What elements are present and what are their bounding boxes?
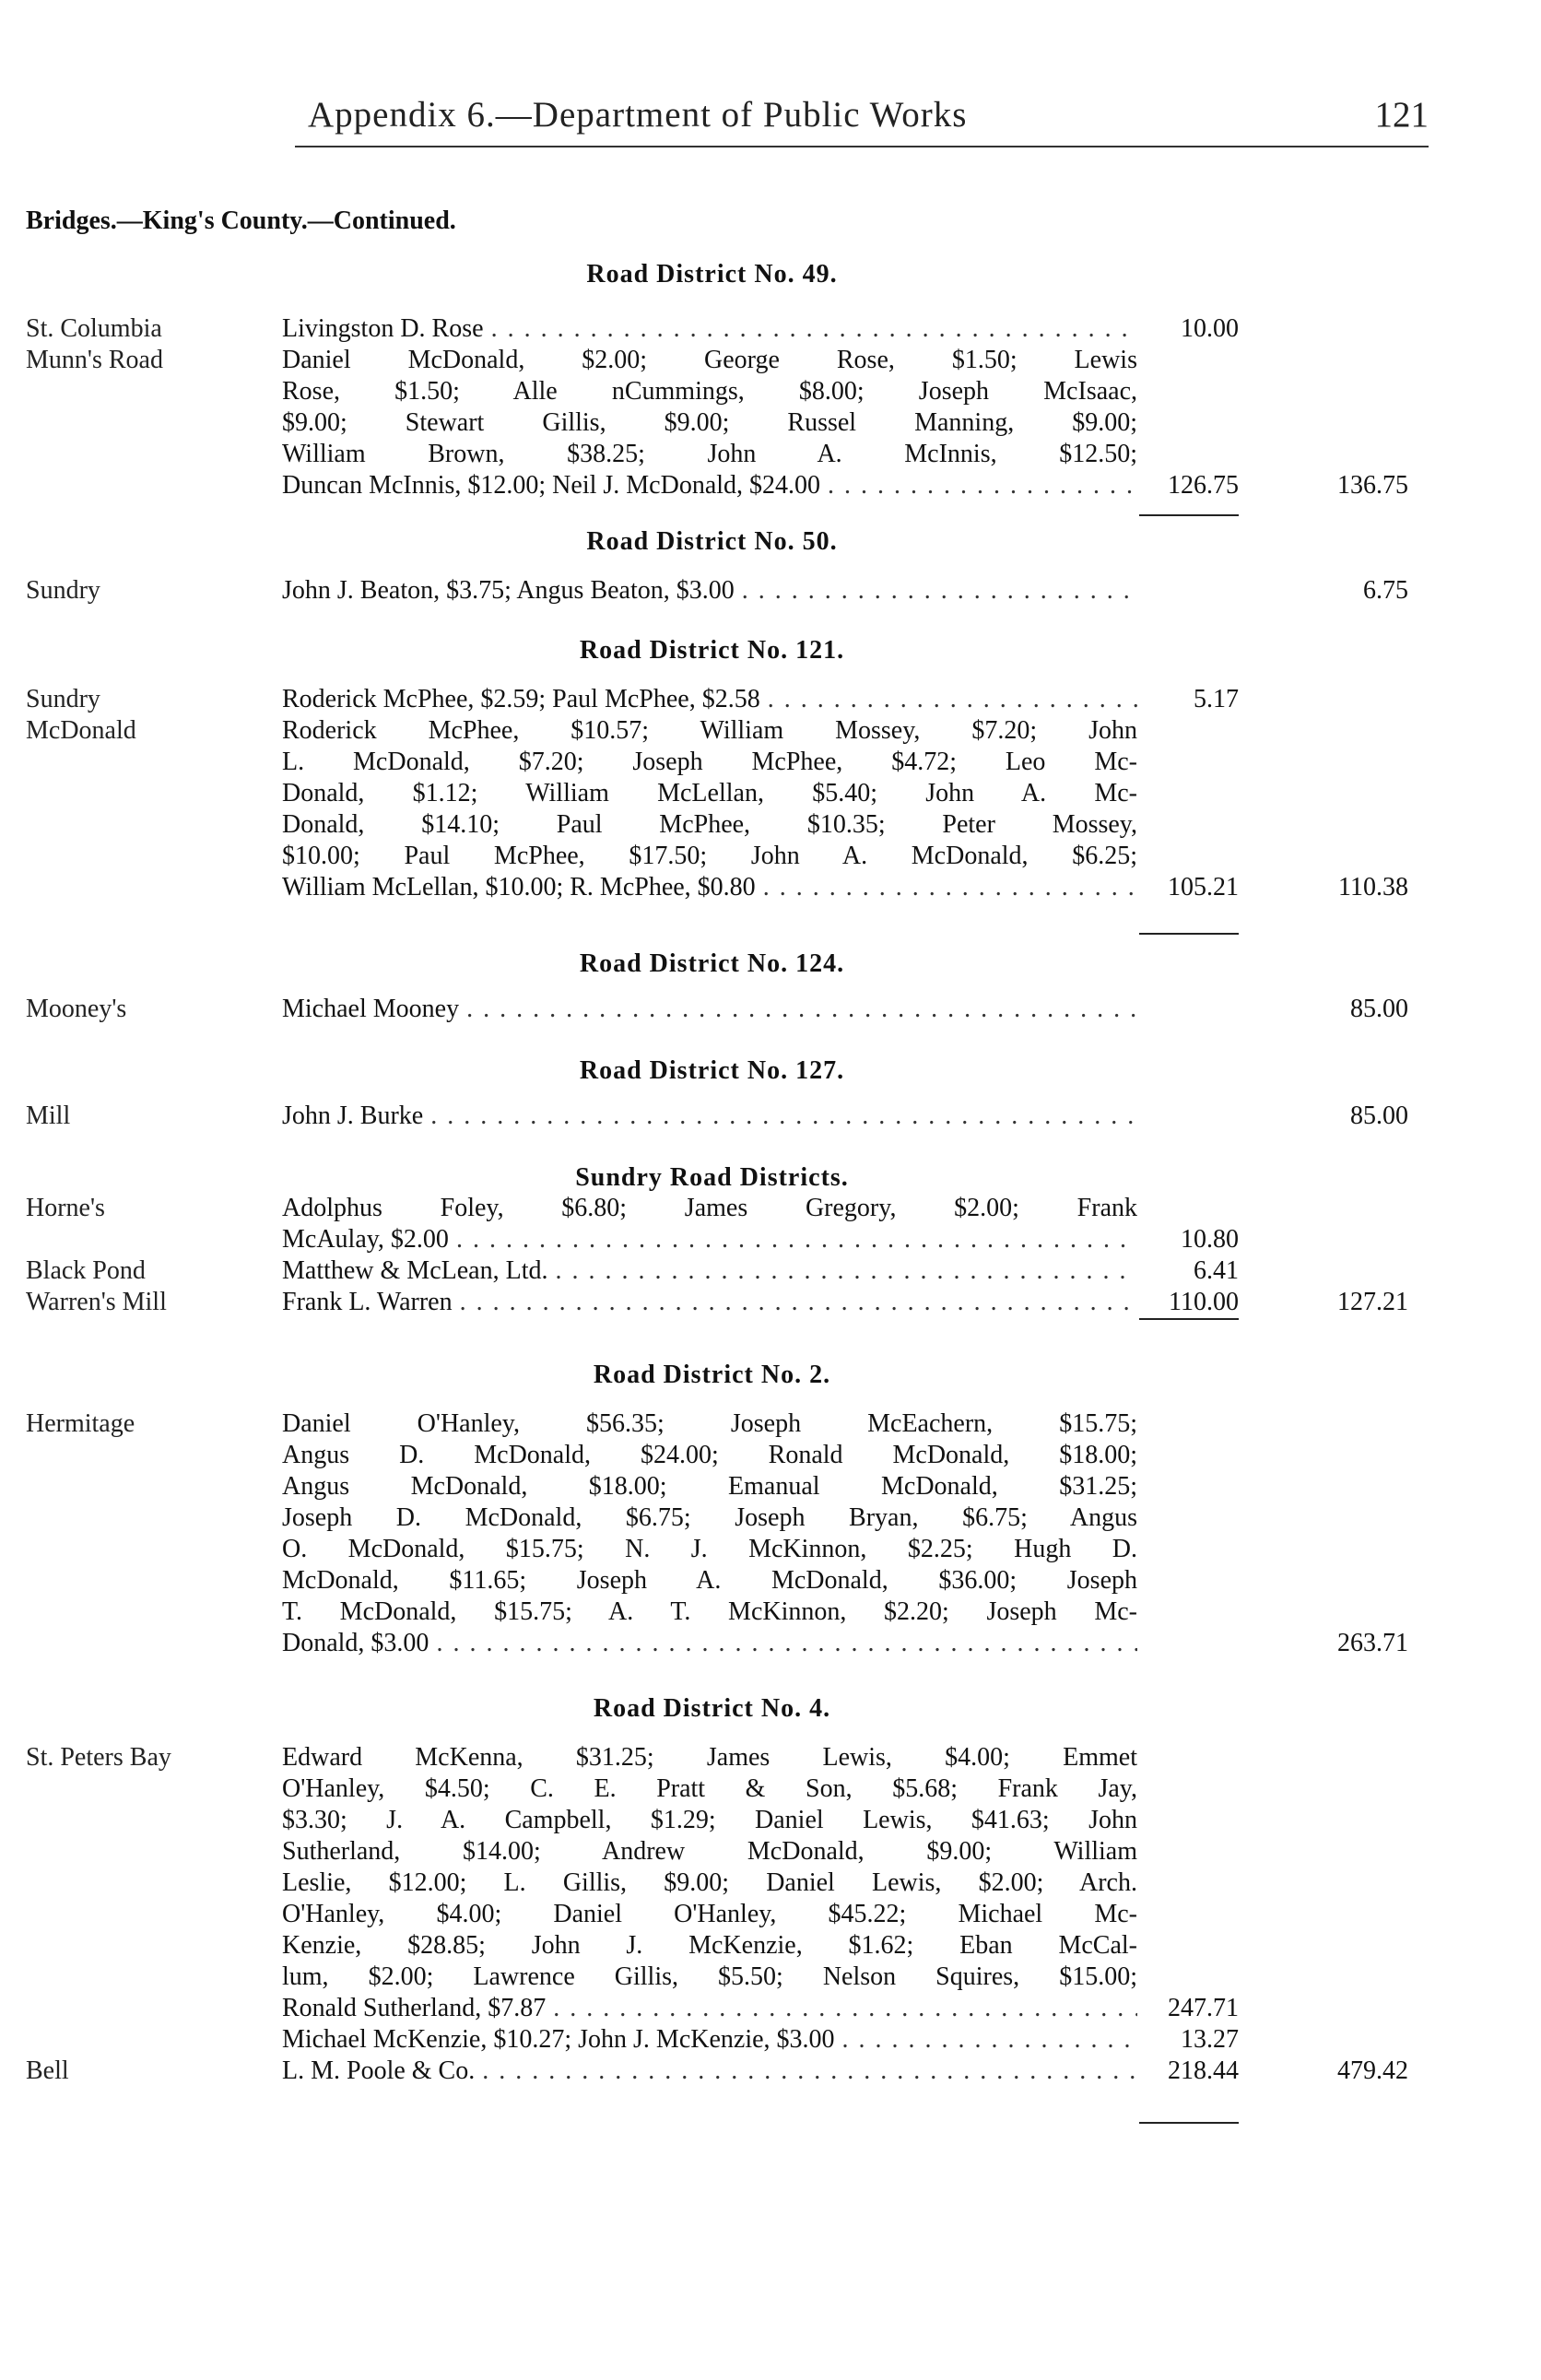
location-name	[26, 872, 265, 903]
item-amount: 110.00	[1169, 1288, 1239, 1316]
entry-line	[282, 1534, 1137, 1565]
total-column	[1290, 575, 1408, 607]
district-total	[1290, 1867, 1408, 1899]
entry-text: Matthew & McLean, Ltd.	[282, 1256, 548, 1285]
subtotal-rule	[1139, 1318, 1239, 1320]
entry-text: Daniel McDonald, $2.00; George Rose, $1.50; Lewis	[282, 346, 1137, 374]
entry-text: Ronald Sutherland, $7.87	[282, 1994, 547, 2022]
district-heading: Road District No. 127.	[579, 1056, 845, 1085]
location-column	[26, 1408, 265, 1659]
entry-text: $9.00; Stewart Gillis, $9.00; Russel Manning, $9.00;	[282, 408, 1137, 437]
entry-text: O. McDonald, $15.75; N. J. McKinnon, $2.25; Hugh D.	[282, 1535, 1137, 1563]
district-total: 85.00	[1350, 1102, 1408, 1130]
entry-text: Rose, $1.50; Alle nCummings, $8.00; Joseph McIsaac,	[282, 377, 1137, 406]
location-name	[26, 809, 265, 841]
district-total	[1290, 439, 1408, 470]
entry-line	[282, 747, 1137, 778]
item-amount	[1137, 407, 1239, 439]
dot-leader	[449, 1224, 1137, 1255]
district-total	[1290, 715, 1408, 747]
entry-text: Leslie, $12.00; L. Gillis, $9.00; Daniel Lewis, $2.00; Arch.	[282, 1868, 1137, 1897]
district-total	[1290, 1993, 1408, 2024]
total-column	[1290, 684, 1408, 903]
location-name: Bell	[26, 2056, 69, 2085]
district-total	[1290, 313, 1408, 345]
district-total: 136.75	[1337, 471, 1408, 500]
entry-text: John J. Beaton, $3.75; Angus Beaton, $3.00	[282, 576, 735, 605]
location-name	[26, 1993, 265, 2024]
district-total: 85.00	[1350, 995, 1408, 1023]
district-total	[1290, 345, 1408, 376]
location-name	[26, 1628, 265, 1659]
entry-text: William McLellan, $10.00; R. McPhee, $0.80	[282, 873, 756, 901]
item-amount: 5.17	[1194, 685, 1239, 713]
district-total	[1290, 747, 1408, 778]
location-name	[26, 1534, 265, 1565]
section-heading: Bridges.—King's County.—Continued.	[26, 206, 456, 235]
location-name	[26, 1440, 265, 1471]
location-name	[26, 1565, 265, 1596]
district-total	[1290, 1408, 1408, 1440]
district-total	[1290, 1773, 1408, 1805]
item-amount	[1137, 1440, 1239, 1471]
entry-line	[282, 1628, 1137, 1659]
entry-text: Angus D. McDonald, $24.00; Ronald McDonald, $18.00;	[282, 1441, 1137, 1469]
district-total	[1290, 376, 1408, 407]
item-amount	[1137, 747, 1239, 778]
district-total	[1290, 1930, 1408, 1962]
entry-line	[282, 1255, 1137, 1287]
item-amount	[1137, 1867, 1239, 1899]
location-name: Horne's	[26, 1194, 105, 1222]
amount-column	[1137, 1193, 1239, 1318]
location-name: Warren's Mill	[26, 1288, 167, 1316]
running-title: Appendix 6.—Department of Public Works	[308, 95, 968, 135]
item-amount	[1137, 1773, 1239, 1805]
item-amount	[1137, 994, 1239, 1025]
location-name	[26, 1773, 265, 1805]
entry-text: McAulay, $2.00	[282, 1225, 449, 1254]
location-column	[26, 575, 265, 607]
entry-text: T. McDonald, $15.75; A. T. McKinnon, $2.20; Joseph Mc-	[282, 1597, 1137, 1626]
entry-lines	[282, 1408, 1137, 1659]
entry-text: Roderick McPhee, $2.59; Paul McPhee, $2.58	[282, 685, 760, 713]
entry-line	[282, 1224, 1137, 1255]
location-column	[26, 684, 265, 903]
location-name	[26, 1224, 265, 1255]
district-total	[1290, 1596, 1408, 1628]
district-total	[1290, 1440, 1408, 1471]
item-amount	[1137, 1502, 1239, 1534]
item-amount	[1137, 1899, 1239, 1930]
entry-line	[282, 994, 1137, 1025]
entry-line	[282, 1408, 1137, 1440]
district-total	[1290, 1255, 1408, 1287]
entry-text: Adolphus Foley, $6.80; James Gregory, $2.00; Frank	[282, 1194, 1137, 1222]
entry-line	[282, 1596, 1137, 1628]
district-total	[1290, 1565, 1408, 1596]
item-amount	[1137, 1471, 1239, 1502]
dot-leader	[735, 575, 1137, 607]
entry-line	[282, 1565, 1137, 1596]
item-amount	[1137, 1534, 1239, 1565]
district-heading: Road District No. 4.	[593, 1694, 831, 1723]
district-total	[1290, 1224, 1408, 1255]
entry-line	[282, 872, 1137, 903]
dot-leader	[475, 2056, 1137, 2087]
entry-text: William Brown, $38.25; John A. McInnis, $12.50;	[282, 440, 1137, 468]
location-column	[26, 313, 265, 501]
item-amount	[1137, 345, 1239, 376]
district-total	[1290, 778, 1408, 809]
amount-column	[1137, 313, 1239, 501]
item-amount	[1137, 1628, 1239, 1659]
item-amount: 126.75	[1168, 471, 1239, 500]
district-heading: Road District No. 49.	[586, 260, 838, 289]
entry-line	[282, 407, 1137, 439]
district-total: 263.71	[1337, 1629, 1408, 1657]
entry-line	[282, 313, 1137, 345]
district-total: 110.38	[1338, 873, 1408, 901]
dot-leader	[547, 1255, 1137, 1287]
location-name: St. Peters Bay	[26, 1743, 171, 1772]
district-total: 127.21	[1337, 1288, 1408, 1316]
entry-text: Frank L. Warren	[282, 1288, 453, 1316]
location-column	[26, 1742, 265, 2087]
entry-text: Donald, $3.00	[282, 1629, 429, 1657]
entry-text: O'Hanley, $4.50; C. E. Pratt & Son, $5.68; Frank Jay,	[282, 1774, 1137, 1803]
district-total	[1290, 684, 1408, 715]
dot-leader	[453, 1287, 1137, 1318]
entry-line	[282, 2056, 1137, 2087]
location-name: Mooney's	[26, 995, 127, 1023]
district-total	[1290, 1534, 1408, 1565]
subtotal-rule	[1139, 514, 1239, 516]
entry-text: Michael Mooney	[282, 995, 460, 1023]
district-total	[1290, 2024, 1408, 2056]
dot-leader	[546, 1993, 1137, 2024]
district-total	[1290, 407, 1408, 439]
dot-leader	[756, 872, 1137, 903]
district-total: 479.42	[1337, 2056, 1408, 2085]
location-name	[26, 1805, 265, 1836]
entry-line	[282, 470, 1137, 501]
entry-line	[282, 715, 1137, 747]
location-name	[26, 1502, 265, 1534]
location-name	[26, 1836, 265, 1867]
district-heading: Sundry Road Districts.	[575, 1163, 849, 1192]
location-column	[26, 994, 265, 1025]
district-heading: Road District No. 121.	[579, 636, 845, 665]
entry-text: Sutherland, $14.00; Andrew McDonald, $9.00; William	[282, 1837, 1137, 1866]
dot-leader	[429, 1628, 1137, 1659]
entry-line	[282, 1502, 1137, 1534]
entry-text: Kenzie, $28.85; John J. McKenzie, $1.62; Eban McCal-	[282, 1931, 1137, 1960]
item-amount: 247.71	[1168, 1994, 1239, 2022]
entry-line	[282, 778, 1137, 809]
entry-line	[282, 684, 1137, 715]
entry-line	[282, 1773, 1137, 1805]
location-name	[26, 778, 265, 809]
location-name: Hermitage	[26, 1409, 135, 1438]
entry-line	[282, 1993, 1137, 2024]
entry-text: Edward McKenna, $31.25; James Lewis, $4.00; Emmet	[282, 1743, 1137, 1772]
item-amount: 218.44	[1168, 2056, 1239, 2085]
subtotal-rule	[1139, 933, 1239, 935]
item-amount	[1137, 575, 1239, 607]
item-amount	[1137, 1193, 1239, 1224]
location-name: Black Pond	[26, 1256, 146, 1285]
entry-line	[282, 1930, 1137, 1962]
item-amount	[1137, 376, 1239, 407]
location-name	[26, 376, 265, 407]
item-amount	[1137, 1930, 1239, 1962]
dot-leader	[835, 2024, 1137, 2056]
entry-text: Livingston D. Rose	[282, 314, 484, 343]
item-amount	[1137, 1408, 1239, 1440]
item-amount	[1137, 778, 1239, 809]
entry-line	[282, 1867, 1137, 1899]
entry-text: O'Hanley, $4.00; Daniel O'Hanley, $45.22; Michael Mc-	[282, 1900, 1137, 1928]
location-name: Sundry	[26, 685, 100, 713]
page-number: 121	[1374, 95, 1429, 135]
entry-line	[282, 1962, 1137, 1993]
entry-line	[282, 1440, 1137, 1471]
item-amount	[1137, 809, 1239, 841]
location-name	[26, 1867, 265, 1899]
entry-line	[282, 439, 1137, 470]
district-total	[1290, 809, 1408, 841]
location-name	[26, 407, 265, 439]
entry-text: Joseph D. McDonald, $6.75; Joseph Bryan, $6.75; Angus	[282, 1503, 1137, 1532]
entry-line	[282, 1471, 1137, 1502]
location-name	[26, 1930, 265, 1962]
district-total	[1290, 841, 1408, 872]
district-heading: Road District No. 50.	[586, 527, 838, 556]
amount-column	[1137, 994, 1239, 1025]
district-total	[1290, 1193, 1408, 1224]
item-amount	[1137, 1565, 1239, 1596]
district-total	[1290, 1471, 1408, 1502]
entry-text: lum, $2.00; Lawrence Gillis, $5.50; Nelson Squires, $15.00;	[282, 1962, 1137, 1991]
item-amount	[1137, 1596, 1239, 1628]
dot-leader	[760, 684, 1137, 715]
dot-leader	[484, 313, 1137, 345]
entry-text: Roderick McPhee, $10.57; William Mossey, $7.20; John	[282, 716, 1137, 745]
entry-text: L. M. Poole & Co.	[282, 2056, 476, 2085]
amount-column	[1137, 1742, 1239, 2087]
total-column	[1290, 1193, 1408, 1318]
entry-text: Daniel O'Hanley, $56.35; Joseph McEachern, $15.75;	[282, 1409, 1137, 1438]
entry-text: Duncan McInnis, $12.00; Neil J. McDonald, $24.00	[282, 471, 821, 500]
district-total: 6.75	[1363, 576, 1408, 605]
entry-line	[282, 1805, 1137, 1836]
district-total	[1290, 1899, 1408, 1930]
total-column	[1290, 1742, 1408, 2087]
item-amount	[1137, 439, 1239, 470]
amount-column	[1137, 684, 1239, 903]
entry-text: Michael McKenzie, $10.27; John J. McKenzie, $3.00	[282, 2025, 835, 2054]
entry-line	[282, 1193, 1137, 1224]
entry-lines	[282, 1101, 1137, 1132]
entry-line	[282, 575, 1137, 607]
location-name	[26, 1471, 265, 1502]
entry-line	[282, 1836, 1137, 1867]
location-name	[26, 2024, 265, 2056]
item-amount	[1137, 841, 1239, 872]
location-column	[26, 1193, 265, 1318]
total-column	[1290, 994, 1408, 1025]
entry-text: Donald, $1.12; William McLellan, $5.40; John A. Mc-	[282, 779, 1137, 807]
item-amount: 13.27	[1181, 2025, 1239, 2054]
location-name: McDonald	[26, 716, 136, 745]
item-amount: 105.21	[1168, 873, 1239, 901]
entry-line	[282, 1742, 1137, 1773]
total-column	[1290, 313, 1408, 501]
entry-line	[282, 841, 1137, 872]
subtotal-rule	[1139, 2122, 1239, 2124]
amount-column	[1137, 575, 1239, 607]
entry-lines	[282, 684, 1137, 903]
entry-lines	[282, 575, 1137, 607]
item-amount: 10.80	[1181, 1225, 1239, 1254]
location-name	[26, 1962, 265, 1993]
entry-line	[282, 376, 1137, 407]
entry-text: Angus McDonald, $18.00; Emanual McDonald, $31.25;	[282, 1472, 1137, 1501]
entry-lines	[282, 313, 1137, 501]
entry-text: L. McDonald, $7.20; Joseph McPhee, $4.72; Leo Mc-	[282, 748, 1137, 776]
total-column	[1290, 1101, 1408, 1132]
entry-line	[282, 809, 1137, 841]
item-amount	[1137, 1101, 1239, 1132]
entry-lines	[282, 1193, 1137, 1318]
amount-column	[1137, 1408, 1239, 1659]
entry-line	[282, 345, 1137, 376]
location-name	[26, 439, 265, 470]
item-amount: 10.00	[1181, 314, 1239, 343]
entry-line	[282, 1101, 1137, 1132]
district-total	[1290, 1742, 1408, 1773]
item-amount: 6.41	[1194, 1256, 1239, 1285]
location-name	[26, 470, 265, 501]
entry-line	[282, 1899, 1137, 1930]
dot-leader	[423, 1101, 1137, 1132]
running-header	[295, 94, 1429, 147]
location-name	[26, 747, 265, 778]
entry-text: $3.30; J. A. Campbell, $1.29; Daniel Lewis, $41.63; John	[282, 1806, 1137, 1834]
entry-lines	[282, 1742, 1137, 2087]
item-amount	[1137, 1742, 1239, 1773]
item-amount	[1137, 1836, 1239, 1867]
district-heading: Road District No. 2.	[593, 1361, 831, 1389]
item-amount	[1137, 1962, 1239, 1993]
location-column	[26, 1101, 265, 1132]
entry-line	[282, 2024, 1137, 2056]
location-name	[26, 1596, 265, 1628]
location-name: Sundry	[26, 576, 100, 605]
dot-leader	[459, 994, 1137, 1025]
location-name: Mill	[26, 1102, 71, 1130]
entry-line	[282, 1287, 1137, 1318]
entry-text: John J. Burke	[282, 1102, 424, 1130]
district-heading: Road District No. 124.	[579, 949, 845, 978]
location-name	[26, 1899, 265, 1930]
district-total	[1290, 1805, 1408, 1836]
district-total	[1290, 1502, 1408, 1534]
district-total	[1290, 1962, 1408, 1993]
total-column	[1290, 1408, 1408, 1659]
district-total	[1290, 1836, 1408, 1867]
location-name: Munn's Road	[26, 346, 163, 374]
entry-text: $10.00; Paul McPhee, $17.50; John A. McDonald, $6.25;	[282, 842, 1137, 870]
entry-text: Donald, $14.10; Paul McPhee, $10.35; Peter Mossey,	[282, 810, 1137, 839]
entry-text: McDonald, $11.65; Joseph A. McDonald, $36.00; Joseph	[282, 1566, 1137, 1595]
location-name: St. Columbia	[26, 314, 162, 343]
entry-lines	[282, 994, 1137, 1025]
item-amount	[1137, 715, 1239, 747]
dot-leader	[820, 470, 1137, 501]
location-name	[26, 841, 265, 872]
item-amount	[1137, 1805, 1239, 1836]
amount-column	[1137, 1101, 1239, 1132]
